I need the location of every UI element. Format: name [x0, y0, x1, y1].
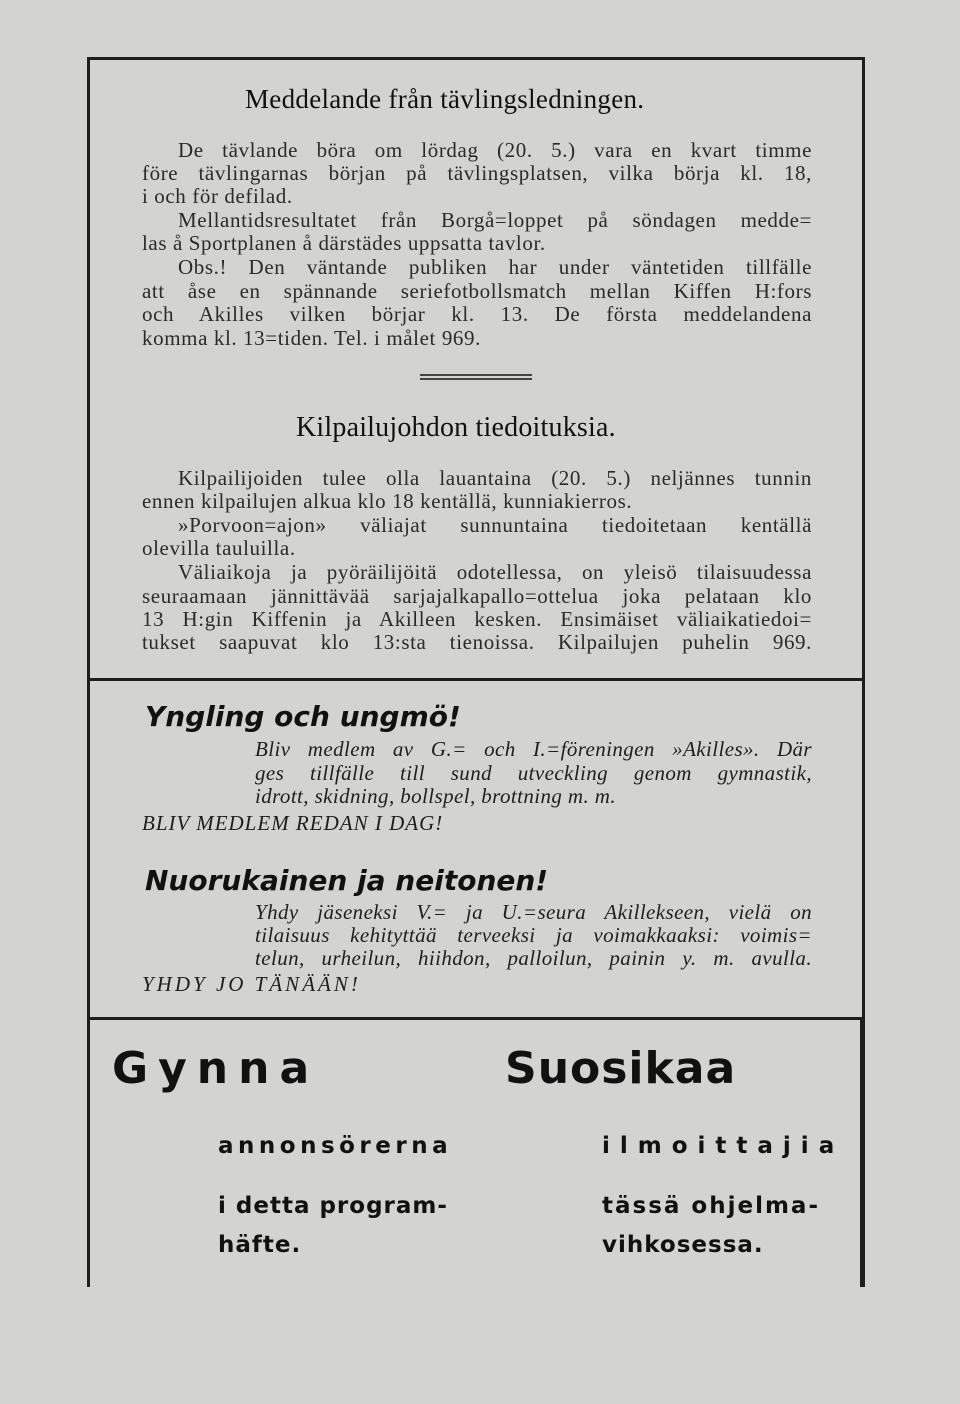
notice-fi-line-8: tukset saapuvat klo 13:sta tienoissa. Kilpailujen puhelin 969.	[142, 630, 812, 654]
notice-fi-line-7: 13 H:gin Kiffenin ja Akilleen kesken. Ensimäiset väliaikatiedoi=	[142, 607, 812, 631]
notice-sv-line-6: Obs.! Den väntande publiken har under väntetiden tillfälle	[178, 255, 812, 279]
notice-fi-line-3: »Porvoon=ajon» väliajat sunnuntaina tiedoitetaan kentällä	[178, 513, 812, 537]
support-fi-big: Suosikaa	[505, 1043, 737, 1094]
right-border-lower	[860, 1017, 863, 1287]
ad-sv-line-3: idrott, skidning, bollspel, brottning m. m.	[255, 784, 616, 808]
ornament-rule-top	[420, 374, 532, 376]
notice-sv-line-3: i och för defilad.	[142, 184, 293, 208]
right-border-upper	[862, 57, 865, 682]
notice-fi-line-4: olevilla tauluilla.	[142, 536, 296, 560]
divider-after-notices	[87, 678, 865, 681]
ad-fi-line-2: tilaisuus kehityttää terveeksi ja voimakkaaksi: voimis=	[255, 923, 812, 947]
ad-fi-line-3: telun, urheilun, hiihdon, palloilun, painin y. m. avulla.	[255, 946, 812, 970]
support-sv-line-1: annonsörerna	[218, 1133, 453, 1159]
support-fi-line-2: tässä ohjelma-	[602, 1193, 820, 1219]
notice-sv-line-2: före tävlingarnas början på tävlingsplatsen, vilka börja kl. 18,	[142, 161, 812, 185]
notice-sv-line-5: las å Sportplanen å därstädes uppsatta tavlor.	[142, 231, 546, 255]
notice-sv-line-8: och Akilles vilken börjar kl. 13. De första meddelandena	[142, 302, 812, 326]
support-sv-big: Gynna	[112, 1043, 320, 1094]
ornament-rule-bottom	[420, 378, 532, 380]
support-sv-line-2: i detta program-	[218, 1193, 448, 1219]
notice-sv-title: Meddelande från tävlingsledningen.	[245, 84, 645, 114]
notice-fi-title: Kilpailujohdon tiedoituksia.	[296, 412, 616, 443]
ad-sv-line-2: ges tillfälle till sund utveckling genom gymnastik,	[255, 761, 812, 785]
ad-fi-call: YHDY JO TÄNÄÄN!	[142, 972, 361, 996]
support-fi-line-1: ilmoittajia	[602, 1133, 845, 1159]
ad-sv-line-1: Bliv medlem av G.= och I.=föreningen »Akilles». Där	[255, 737, 812, 761]
notice-fi-line-1: Kilpailijoiden tulee olla lauantaina (20. 5.) neljännes tunnin	[178, 466, 812, 490]
notice-fi-line-2: ennen kilpailujen alkua klo 18 kentällä, kunniakierros.	[142, 489, 633, 513]
support-sv-line-3: häfte.	[218, 1232, 302, 1258]
ad-sv-call: BLIV MEDLEM REDAN I DAG!	[142, 811, 444, 835]
notice-fi-line-5: Väliaikoja ja pyöräilijöitä odotellessa, on yleisö tilaisuudessa	[178, 560, 812, 584]
notice-sv-line-9: komma kl. 13=tiden. Tel. i målet 969.	[142, 326, 481, 350]
notice-fi-line-6: seuraamaan jännittävää sarjajalkapallo=otteluа joka pelataan klo	[142, 584, 812, 608]
ad-sv-heading: Yngling och ungmö!	[145, 700, 461, 733]
support-fi-line-3: vihkosessa.	[602, 1232, 764, 1258]
divider-before-support	[87, 1017, 863, 1020]
notice-sv-line-1: De tävlande böra om lördag (20. 5.) vara en kvart timme	[178, 138, 812, 162]
ad-fi-line-1: Yhdy jäseneksi V.= ja U.=seura Akillekseen, vielä on	[255, 900, 812, 924]
notice-sv-line-4: Mellantidsresultatet från Borgå=loppet på söndagen medde=	[178, 208, 812, 232]
ad-fi-heading: Nuorukainen ja neitonen!	[145, 864, 549, 897]
notice-sv-line-7: att åse en spännande seriefotbollsmatch mellan Kiffen H:fors	[142, 279, 812, 303]
